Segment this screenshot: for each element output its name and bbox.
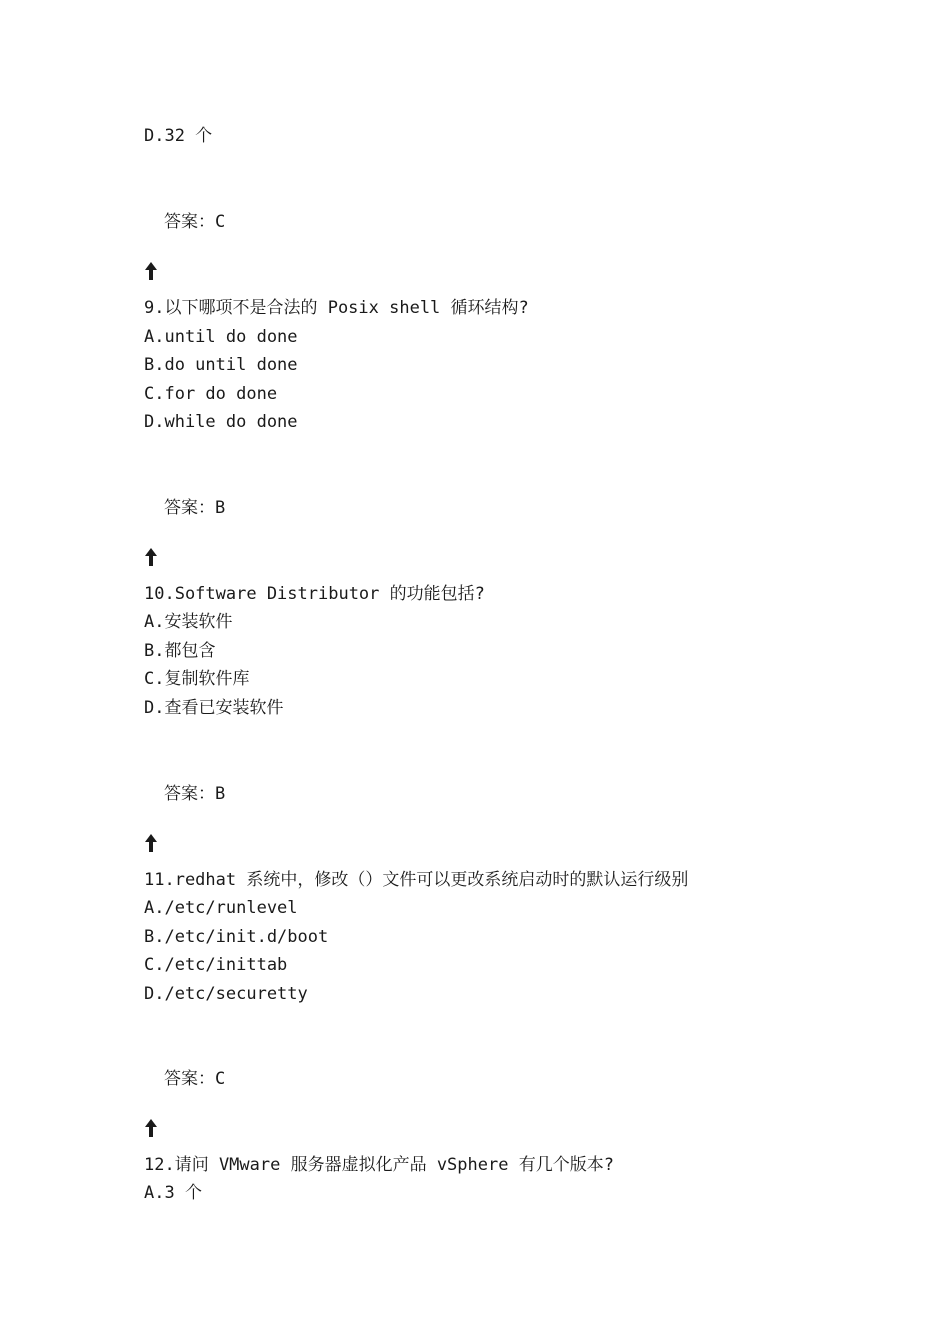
q10-option-a: A.安装软件	[144, 612, 233, 632]
up-arrow-icon	[144, 499, 158, 519]
q11-answer	[144, 1067, 225, 1091]
q8-answer	[144, 210, 225, 234]
q11-option-c: C./etc/inittab	[144, 955, 288, 975]
q9-question: 9.以下哪项不是合法的 Posix shell 循环结构?	[144, 298, 529, 318]
q9-option-b: B.do until done	[144, 355, 298, 375]
q9-option-d: D.while do done	[144, 412, 298, 432]
q8-option-d: D.32 个	[144, 126, 213, 146]
q9-answer-label: 答案：B	[164, 498, 226, 518]
q9-answer	[144, 496, 225, 520]
q12-question: 12.请问 VMware 服务器虚拟化产品 vSphere 有几个版本?	[144, 1155, 614, 1175]
q11-answer-label: 答案：C	[164, 1069, 226, 1089]
up-arrow-icon	[144, 1070, 158, 1090]
q10-option-b: B.都包含	[144, 641, 216, 661]
q10-option-c: C.复制软件库	[144, 669, 250, 689]
q10-option-d: D.查看已安装软件	[144, 698, 284, 718]
q10-question: 10.Software Distributor 的功能包括?	[144, 584, 485, 604]
q11-option-d: D./etc/securetty	[144, 984, 308, 1004]
q11-question: 11.redhat 系统中，修改（）文件可以更改系统启动时的默认运行级别	[144, 870, 689, 890]
q11-option-b: B./etc/init.d/boot	[144, 927, 329, 947]
up-arrow-icon	[144, 785, 158, 805]
q9-option-c: C.for do done	[144, 384, 278, 404]
q8-answer-label: 答案：C	[164, 212, 226, 232]
q9-option-a: A.until do done	[144, 327, 298, 347]
up-arrow-icon	[144, 213, 158, 233]
q11-option-a: A./etc/runlevel	[144, 898, 298, 918]
q12-option-a: A.3 个	[144, 1183, 202, 1203]
q10-answer	[144, 782, 225, 806]
q10-answer-label: 答案：B	[164, 784, 226, 804]
